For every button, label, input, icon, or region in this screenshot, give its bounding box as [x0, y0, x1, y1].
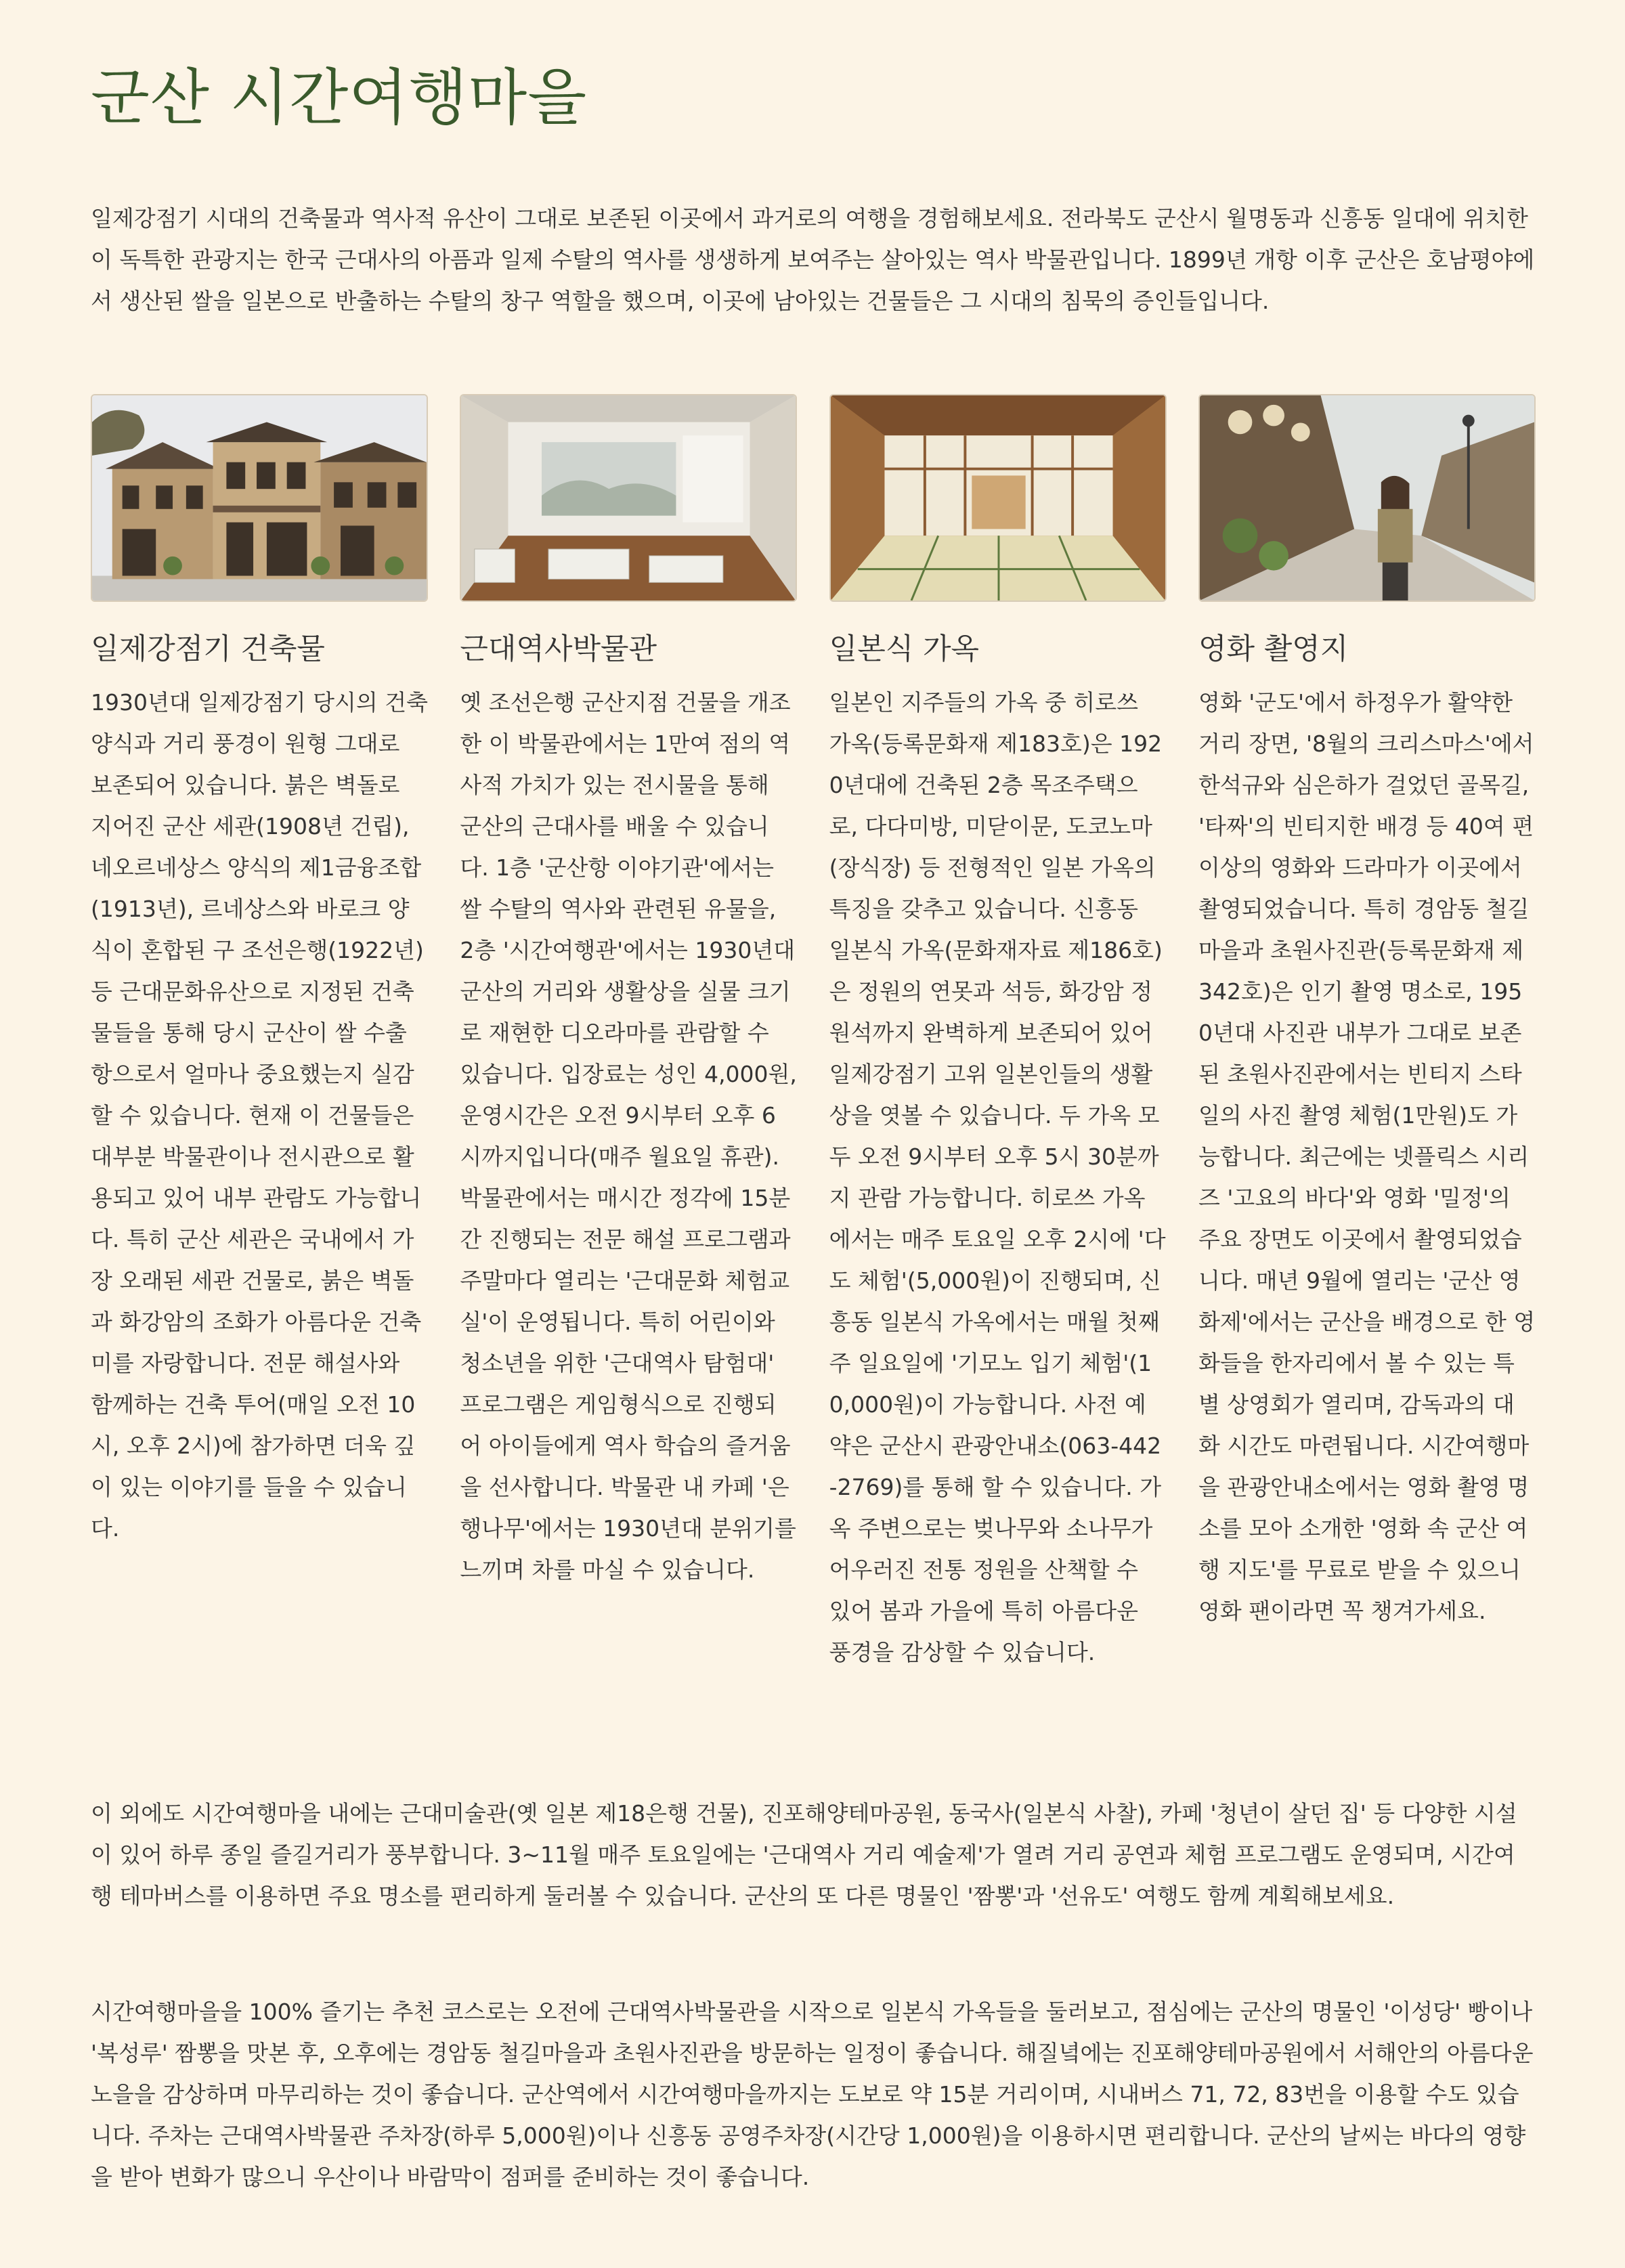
card-japanese-house	[829, 394, 1167, 1673]
museum-photo	[460, 394, 797, 602]
japanese-house-photo	[829, 394, 1167, 602]
card-title: 영화 촬영지	[1198, 632, 1349, 666]
card-architecture	[91, 394, 428, 1673]
intro-paragraph: 일제강점기 시대의 건축물과 역사적 유산이 그대로 보존된 이곳에서 과거로의 여행을 경험해보세요. 전라북도 군산시 월명동과 신흥동 일대에 위치한 이 독특한 관광지는 한국 근대사의 아픔과 일제 수탈의 역사를 생생하게 보여주는 살아있는 역사 박물관입니다. 1899년 개항 이후 군산은 호남평야에서 생산된 쌀을 일본으로 반출하는 수탈의 창구 역할을 했으며, 이곳에 남아있는 건물들은 그 시대의 침묵의 증인들입니다.	[91, 205, 1535, 314]
card-title: 일제강점기 건축물	[91, 632, 325, 666]
architecture-photo	[91, 394, 428, 602]
recommended-course-paragraph: 시간여행마을을 100% 즐기는 추천 코스로는 오전에 근대역사박물관을 시작으로 일본식 가옥들을 둘러보고, 점심에는 군산의 명물인 '이성당' 빵이나 '복성루' 짬뽕을 맛본 후, 오후에는 경암동 철길마을과 초원사진관을 방문하는 일정이 좋습니다. 해질녘에는 진포해양테마공원에서 서해안의 아름다운 노을을 감상하며 마무리하는 것이 좋습니다. 군산역에서 시간여행마을까지는 도보로 약 15분 거리이며, 시내버스 71, 72, 83번을 이용할 수도 있습니다. 주차는 근대역사박물관 주차장(하루 5,000원)이나 신흥동 공영주차장(시간당 1,000원)을 이용하시면 편리합니다. 군산의 날씨는 바다의 영향을 받아 변화가 많으니 우산이나 바람막이 점퍼를 준비하는 것이 좋습니다.	[91, 1999, 1534, 2190]
card-title: 일본식 가옥	[829, 632, 980, 666]
card-film-location	[1198, 394, 1536, 1673]
additional-info-paragraph: 이 외에도 시간여행마을 내에는 근대미술관(옛 일본 제18은행 건물), 진포해양테마공원, 동국사(일본식 사찰), 카페 '청년이 살던 집' 등 다양한 시설이 있어 하루 종일 즐길거리가 풍부합니다. 3~11월 매주 토요일에는 '근대역사 거리 예술제'가 열려 거리 공연과 체험 프로그램도 운영되며, 시간여행 테마버스를 이용하면 주요 명소를 편리하게 둘러볼 수 있습니다. 군산의 또 다른 명물인 '짬뽕'과 '선유도' 여행도 함께 계획해보세요.	[91, 1800, 1517, 1909]
page-title: 군산 시간여행마을	[91, 62, 588, 133]
card-body: 일본인 지주들의 가옥 중 히로쓰 가옥(등록문화재 제183호)은 1920년대에 건축된 2층 목조주택으로, 다다미방, 미닫이문, 도코노마(장식장) 등 전형적인 일본 가옥의 특징을 갖추고 있습니다. 신흥동 일본식 가옥(문화재자료 제186호)은 정원의 연못과 석등, 화강암 정원석까지 완벽하게 보존되어 있어 일제강점기 고위 일본인들의 생활상을 엿볼 수 있습니다. 두 가옥 모두 오전 9시부터 오후 5시 30분까지 관람 가능합니다. 히로쓰 가옥에서는 매주 토요일 오후 2시에 '다도 체험'(5,000원)이 진행되며, 신흥동 일본식 가옥에서는 매월 첫째 주 일요일에 '기모노 입기 체험'(10,000원)이 가능합니다. 사전 예약은 군산시 관광안내소(063-442-2769)를 통해 할 수 있습니다. 가옥 주변으로는 벚나무와 소나무가 어우러진 전통 정원을 산책할 수 있어 봄과 가을에 특히 아름다운 풍경을 감상할 수 있습니다.	[829, 689, 1166, 1665]
card-body: 옛 조선은행 군산지점 건물을 개조한 이 박물관에서는 1만여 점의 역사적 가치가 있는 전시물을 통해 군산의 근대사를 배울 수 있습니다. 1층 '군산항 이야기관'에서는 쌀 수탈의 역사와 관련된 유물을, 2층 '시간여행관'에서는 1930년대 군산의 거리와 생활상을 실물 크기로 재현한 디오라마를 관람할 수 있습니다. 입장료는 성인 4,000원, 운영시간은 오전 9시부터 오후 6시까지입니다(매주 월요일 휴관). 박물관에서는 매시간 정각에 15분간 진행되는 전문 해설 프로그램과 주말마다 열리는 '근대문화 체험교실'이 운영됩니다. 특히 어린이와 청소년을 위한 '근대역사 탐험대' 프로그램은 게임형식으로 진행되어 아이들에게 역사 학습의 즐거움을 선사합니다. 박물관 내 카페 '은행나무'에서는 1930년대 분위기를 느끼며 차를 마실 수 있습니다.	[460, 689, 797, 1583]
card-body: 1930년대 일제강점기 당시의 건축양식과 거리 풍경이 원형 그대로 보존되어 있습니다. 붉은 벽돌로 지어진 군산 세관(1908년 건립), 네오르네상스 양식의 제1금융조합(1913년), 르네상스와 바로크 양식이 혼합된 구 조선은행(1922년) 등 근대문화유산으로 지정된 건축물들을 통해 당시 군산이 쌀 수출항으로서 얼마나 중요했는지 실감할 수 있습니다. 현재 이 건물들은 대부분 박물관이나 전시관으로 활용되고 있어 내부 관람도 가능합니다. 특히 군산 세관은 국내에서 가장 오래된 세관 건물로, 붉은 벽돌과 화강암의 조화가 아름다운 건축미를 자랑합니다. 전문 해설사와 함께하는 건축 투어(매일 오전 10시, 오후 2시)에 참가하면 더욱 깊이 있는 이야기를 들을 수 있습니다.	[91, 689, 428, 1542]
film-location-photo	[1198, 394, 1536, 602]
card-body: 영화 '군도'에서 하정우가 활약한 거리 장면, '8월의 크리스마스'에서 한석규와 심은하가 걸었던 골목길, '타짜'의 빈티지한 배경 등 40여 편 이상의 영화와 드라마가 이곳에서 촬영되었습니다. 특히 경암동 철길마을과 초원사진관(등록문화재 제342호)은 인기 촬영 명소로, 1950년대 사진관 내부가 그대로 보존된 초원사진관에서는 빈티지 스타일의 사진 촬영 체험(1만원)도 가능합니다. 최근에는 넷플릭스 시리즈 '고요의 바다'와 영화 '밀정'의 주요 장면도 이곳에서 촬영되었습니다. 매년 9월에 열리는 '군산 영화제'에서는 군산을 배경으로 한 영화들을 한자리에서 볼 수 있는 특별 상영회가 열리며, 감독과의 대화 시간도 마련됩니다. 시간여행마을 관광안내소에서는 영화 촬영 명소를 모아 소개한 '영화 속 군산 여행 지도'를 무료로 받을 수 있으니 영화 팬이라면 꼭 챙겨가세요.	[1198, 689, 1536, 1624]
card-title: 근대역사박물관	[460, 632, 657, 666]
card-museum	[460, 394, 797, 1673]
feature-cards	[91, 394, 1536, 1673]
